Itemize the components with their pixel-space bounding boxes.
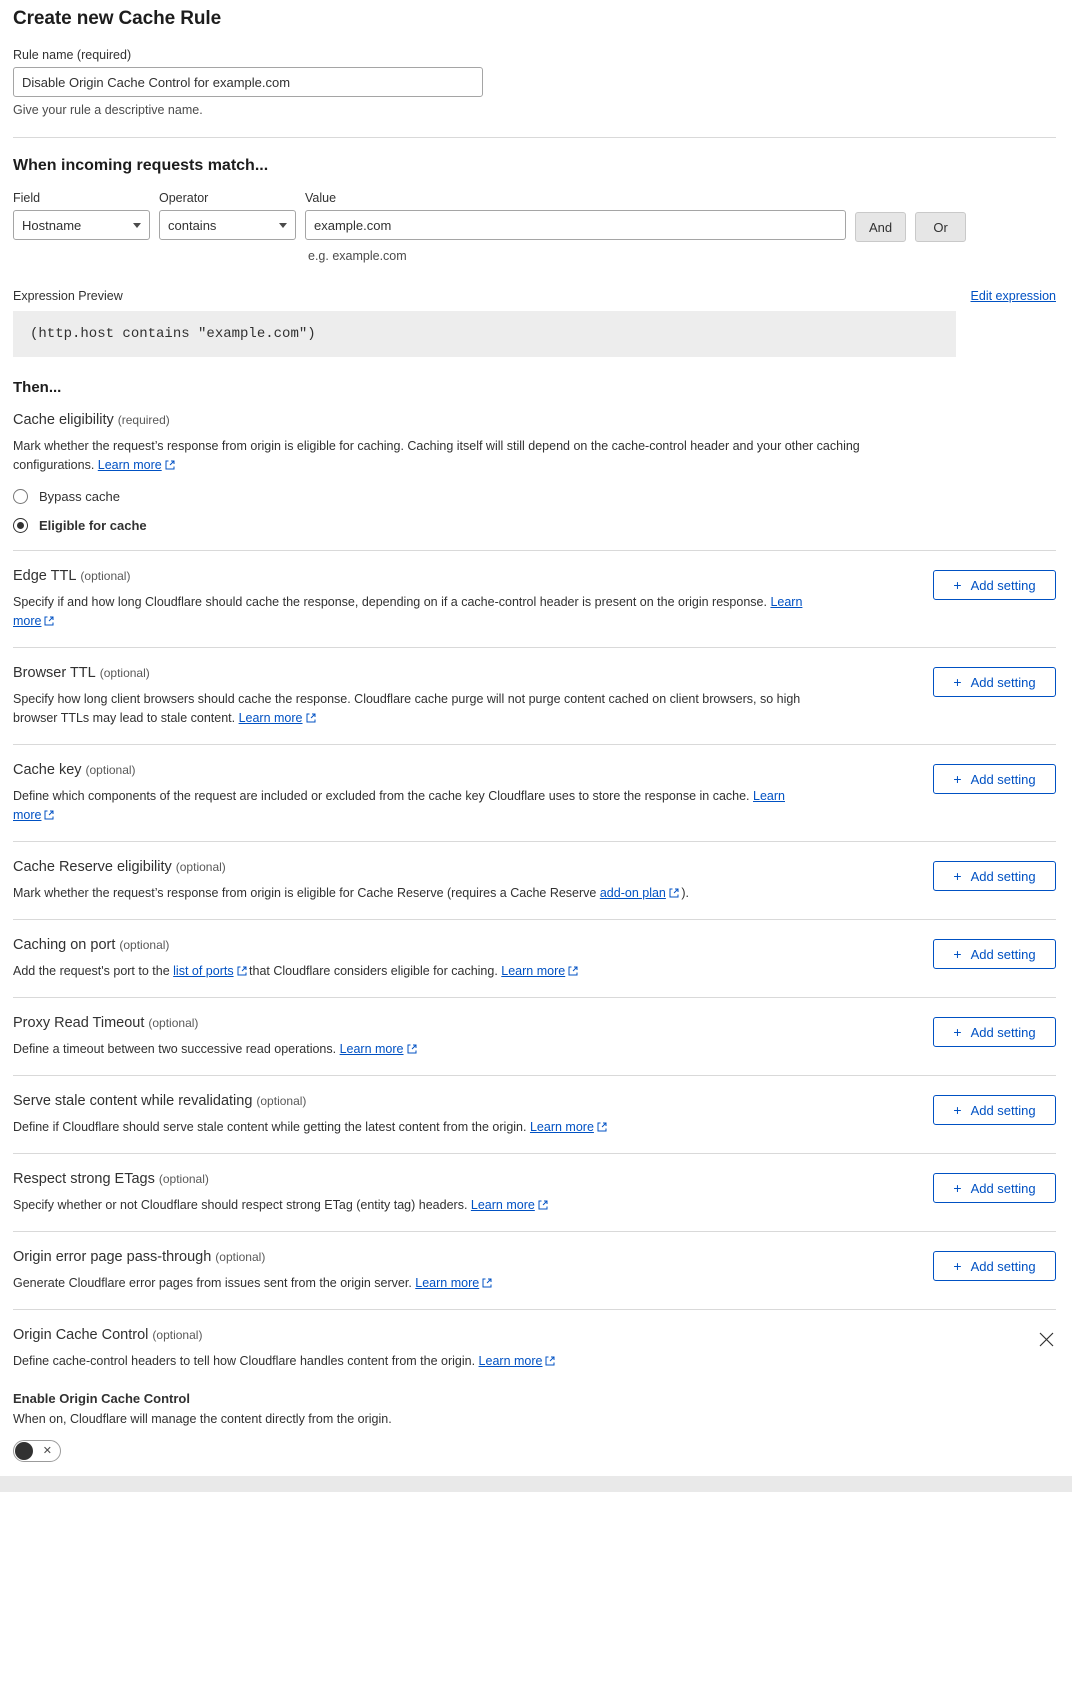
expression-label: Expression Preview — [13, 289, 123, 303]
cache-eligibility-title — [13, 412, 1056, 428]
setting-title: Serve stale content while revalidating — [13, 1093, 253, 1109]
learn-more-link[interactable]: Learn more — [339, 1042, 404, 1056]
add-setting-label: Add setting — [970, 1024, 1036, 1040]
external-link-icon — [306, 713, 315, 722]
setting-origin-error-page-pass-through — [13, 1231, 1056, 1309]
radio-bypass-cache[interactable] — [13, 489, 1056, 504]
operator-column — [159, 191, 296, 240]
setting-optional: (optional) — [158, 1172, 209, 1186]
add-setting-button[interactable] — [933, 1251, 1056, 1281]
setting-optional: (optional) — [148, 1016, 199, 1030]
setting-optional: (optional) — [152, 1328, 203, 1342]
add-setting-button[interactable] — [933, 1173, 1056, 1203]
setting-desc: Define if Cloudflare should serve stale content while getting the latest content from the origin. — [13, 1120, 530, 1134]
operator-label: Operator — [159, 191, 209, 205]
add-setting-button[interactable] — [933, 570, 1056, 600]
add-setting-button[interactable] — [933, 1017, 1056, 1047]
rule-name-group — [13, 48, 1056, 117]
setting-title: Caching on port — [13, 937, 116, 953]
toggle-off-icon: ✕ — [42, 1444, 52, 1457]
setting-optional: (optional) — [175, 860, 226, 874]
value-column — [305, 191, 846, 240]
bottom-strip — [0, 1476, 1072, 1492]
add-setting-label: Add setting — [970, 868, 1036, 884]
list-of-ports-link[interactable]: list of ports — [173, 964, 234, 978]
add-setting-label: Add setting — [970, 577, 1036, 593]
plus-icon: + — [953, 946, 962, 962]
add-setting-label: Add setting — [970, 946, 1036, 962]
setting-optional: (optional) — [85, 763, 136, 777]
learn-more-link[interactable]: Learn more — [501, 964, 566, 978]
enable-origin-cache-control-toggle[interactable] — [13, 1440, 61, 1462]
field-column — [13, 191, 150, 240]
setting-desc: Specify whether or not Cloudflare should respect strong ETag (entity tag) headers. — [13, 1198, 471, 1212]
cache-eligibility-title-text: Cache eligibility — [13, 412, 114, 428]
field-select[interactable] — [13, 210, 150, 240]
add-setting-label: Add setting — [970, 1102, 1036, 1118]
external-link-icon — [669, 888, 678, 897]
match-heading: When incoming requests match... — [13, 157, 269, 174]
external-link-icon — [538, 1200, 547, 1209]
then-heading: Then... — [13, 379, 62, 396]
radio-icon[interactable] — [13, 489, 28, 504]
edit-expression-link[interactable]: Edit expression — [970, 289, 1056, 303]
cache-eligibility-desc-text: Mark whether the request’s response from origin is eligible for caching. Caching itself will still depend on the cache-control header and your other caching configurations. — [13, 439, 860, 472]
learn-more-link[interactable]: Learn more — [97, 458, 162, 472]
setting-title: Respect strong ETags — [13, 1171, 155, 1187]
learn-more-link[interactable]: Learn more — [13, 595, 803, 628]
add-setting-button[interactable] — [933, 667, 1056, 697]
setting-title: Cache Reserve eligibility — [13, 859, 172, 875]
external-link-icon — [165, 460, 174, 469]
setting-desc: Define a timeout between two successive read operations. — [13, 1042, 340, 1056]
plus-icon: + — [953, 674, 962, 690]
setting-desc: Specify how long client browsers should cache the response. Cloudflare cache purge will not purge content cached on client browsers, so high browser TTLs may lead to stale content. — [13, 692, 801, 725]
external-link-icon — [568, 966, 577, 975]
radio-eligible-for-cache-label: Eligible for cache — [39, 518, 147, 533]
learn-more-link[interactable]: Learn more — [238, 711, 303, 725]
plus-icon: + — [953, 577, 962, 593]
cache-eligibility-description — [13, 437, 943, 475]
plus-icon: + — [953, 1258, 962, 1274]
and-button[interactable]: And — [855, 212, 906, 242]
expression-header — [13, 289, 1056, 303]
setting-desc-post: ). — [677, 886, 689, 900]
setting-proxy-read-timeout — [13, 997, 1056, 1075]
add-setting-label: Add setting — [970, 1258, 1036, 1274]
setting-desc: Define which components of the request are included or excluded from the cache key Cloudflare uses to store the response in cache. — [13, 789, 754, 803]
rule-name-input[interactable] — [13, 67, 483, 97]
setting-title: Proxy Read Timeout — [13, 1015, 145, 1031]
setting-edge-ttl — [13, 550, 1056, 647]
rule-name-label: Rule name (required) — [13, 48, 132, 62]
setting-title: Cache key — [13, 762, 82, 778]
learn-more-link[interactable]: Learn more — [415, 1276, 480, 1290]
rule-name-helper: Give your rule a descriptive name. — [13, 103, 203, 117]
setting-optional: (optional) — [119, 938, 170, 952]
setting-desc: Specify if and how long Cloudflare should cache the response, depending on if a cache-control header is present on the origin response. — [13, 595, 771, 609]
add-setting-button[interactable] — [933, 1095, 1056, 1125]
setting-respect-strong-etags — [13, 1153, 1056, 1231]
setting-cache-reserve-eligibility — [13, 841, 1056, 919]
setting-serve-stale-content — [13, 1075, 1056, 1153]
setting-optional: (optional) — [80, 569, 131, 583]
cache-eligibility-required: (required) — [117, 413, 170, 427]
setting-optional: (optional) — [256, 1094, 307, 1108]
setting-title: Origin error page pass-through — [13, 1249, 212, 1265]
radio-bypass-cache-label: Bypass cache — [39, 489, 120, 504]
setting-caching-on-port — [13, 919, 1056, 997]
expression-preview: (http.host contains "example.com") — [13, 311, 956, 357]
value-input[interactable] — [305, 210, 846, 240]
add-setting-button[interactable] — [933, 764, 1056, 794]
setting-origin-cache-control — [13, 1309, 1056, 1462]
setting-title: Edge TTL — [13, 568, 77, 584]
cache-eligibility-block — [13, 412, 1056, 550]
close-icon[interactable] — [1036, 1329, 1056, 1349]
external-link-icon — [407, 1044, 416, 1053]
setting-desc: Mark whether the request’s response from origin is eligible for Cache Reserve (requires a Cache Reserve — [13, 886, 600, 900]
add-setting-label: Add setting — [970, 1180, 1036, 1196]
setting-desc: Add the request's port to the — [13, 964, 174, 978]
add-setting-label: Add setting — [970, 674, 1036, 690]
plus-icon: + — [953, 1102, 962, 1118]
external-link-icon — [545, 1356, 554, 1365]
add-setting-button[interactable] — [933, 939, 1056, 969]
value-label: Value — [305, 191, 337, 205]
setting-cache-key — [13, 744, 1056, 841]
setting-title: Origin Cache Control — [13, 1327, 149, 1343]
setting-desc: Define cache-control headers to tell how Cloudflare handles content from the origin. — [13, 1354, 479, 1368]
external-link-icon — [597, 1122, 606, 1131]
radio-icon-selected[interactable] — [13, 518, 28, 533]
or-button[interactable]: Or — [915, 212, 966, 242]
setting-desc: Generate Cloudflare error pages from issues sent from the origin server. — [13, 1276, 416, 1290]
page-title: Create new Cache Rule — [13, 8, 222, 29]
external-link-icon — [44, 810, 53, 819]
setting-browser-ttl — [13, 647, 1056, 744]
setting-title: Browser TTL — [13, 665, 96, 681]
setting-desc-mid: that Cloudflare considers eligible for caching. — [245, 964, 502, 978]
toggle-knob — [15, 1442, 33, 1460]
add-setting-label: Add setting — [970, 771, 1036, 787]
plus-icon: + — [953, 868, 962, 884]
radio-eligible-for-cache[interactable] — [13, 518, 1056, 533]
field-label: Field — [13, 191, 41, 205]
plus-icon: + — [953, 1024, 962, 1040]
divider — [13, 137, 1056, 138]
enable-origin-cache-control-label: Enable Origin Cache Control — [13, 1391, 190, 1406]
plus-icon: + — [953, 771, 962, 787]
add-on-plan-link[interactable]: add-on plan — [599, 886, 666, 900]
external-link-icon — [482, 1278, 491, 1287]
learn-more-link[interactable]: Learn more — [470, 1198, 535, 1212]
setting-optional: (optional) — [99, 666, 150, 680]
plus-icon: + — [953, 1180, 962, 1196]
logic-buttons — [855, 212, 966, 242]
value-helper: e.g. example.com — [308, 249, 407, 263]
learn-more-link[interactable]: Learn more — [478, 1354, 543, 1368]
match-row — [13, 191, 1056, 242]
learn-more-link[interactable]: Learn more — [529, 1120, 594, 1134]
add-setting-button[interactable] — [933, 861, 1056, 891]
setting-optional: (optional) — [215, 1250, 266, 1264]
external-link-icon — [237, 966, 246, 975]
external-link-icon — [44, 616, 53, 625]
learn-more-link[interactable]: Learn more — [13, 789, 785, 822]
enable-origin-cache-control-desc: When on, Cloudflare will manage the content directly from the origin. — [13, 1412, 392, 1426]
operator-select[interactable] — [159, 210, 296, 240]
